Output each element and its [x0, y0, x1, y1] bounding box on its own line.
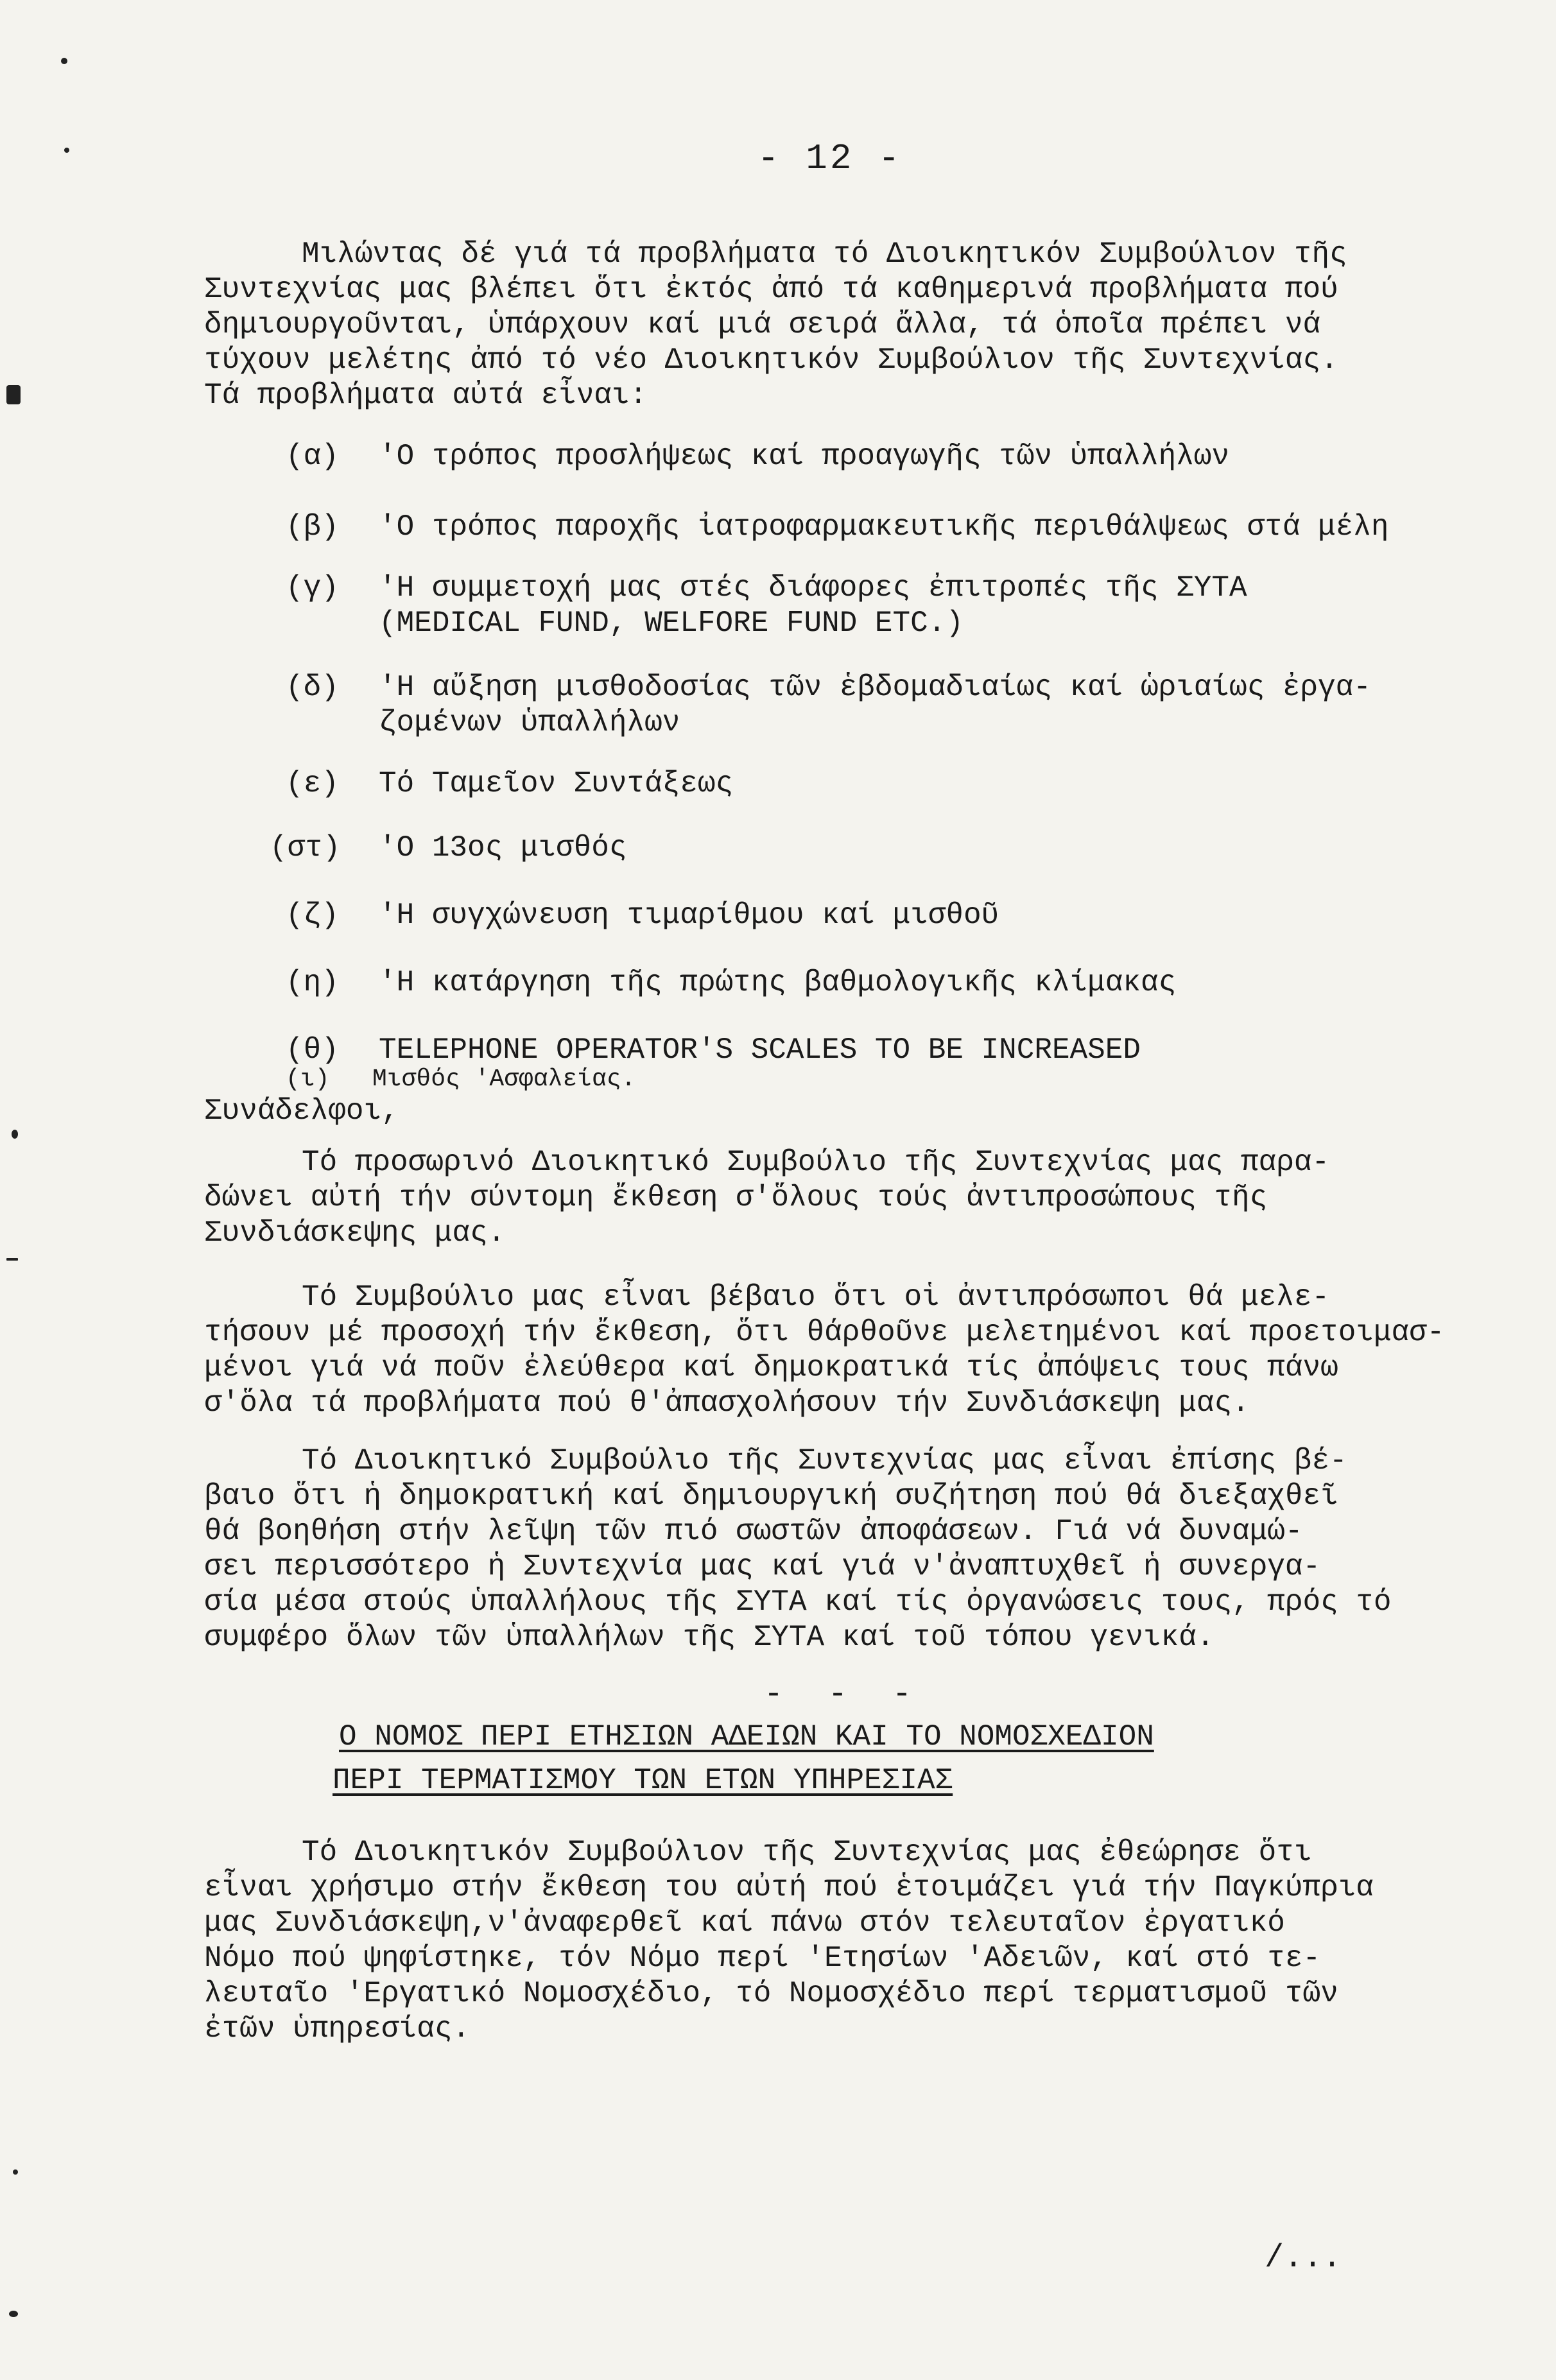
- paragraph-line: Συνδιάσκεψης μας.: [204, 1216, 506, 1250]
- scan-speck: [9, 2311, 18, 2317]
- paragraph-line: σ'ὅλα τά προβλήματα πού θ'ἀπασχολήσουν τήν Συνδιάσκεψη μας.: [204, 1386, 1250, 1420]
- paragraph-line: Τό Διοικητικό Συμβούλιο τῆς Συντεχνίας μας εἶναι ἐπίσης βέ-: [302, 1444, 1347, 1478]
- paragraph-line: τήσουν μέ προσοχή τήν ἔκθεση, ὅτι θάρθοῦνε μελετημένοι καί προετοιμασ-: [204, 1316, 1445, 1349]
- list-item-mark: (στ): [270, 831, 341, 865]
- list-item-mark: (θ): [286, 1033, 339, 1067]
- paragraph-line: συμφέρο ὅλων τῶν ὑπαλλήλων τῆς ΣΥΤΑ καί τοῦ τόπου γενικά.: [204, 1621, 1215, 1654]
- scan-speck: [13, 2169, 18, 2175]
- section-heading: ΠΕΡΙ ΤΕΡΜΑΤΙΣΜΟΥ ΤΩΝ ΕΤΩΝ ΥΠΗΡΕΣΙΑΣ: [333, 1764, 953, 1797]
- list-item-text: ζομένων ὑπαλλήλων: [379, 706, 680, 739]
- list-item-mark: (α): [286, 440, 339, 473]
- list-item-mark: (ε): [286, 767, 339, 800]
- scan-speck: [6, 1258, 18, 1261]
- paragraph-line: δώνει αὐτή τήν σύντομη ἔκθεση σ'ὅλους τούς ἀντιπροσώπους τῆς: [204, 1181, 1268, 1214]
- list-item-text: 'Η συμμετοχή μας στές διάφορες ἐπιτροπές τῆς ΣΥΤΑ: [379, 571, 1247, 605]
- list-item-mark: (β): [286, 510, 339, 544]
- paragraph-line: μας Συνδιάσκεψη,ν'ἀναφερθεῖ καί πάνω στόν τελευταῖον ἐργατικό: [204, 1906, 1285, 1940]
- continuation-marker: /...: [1265, 2240, 1342, 2277]
- list-item-text: 'Η συγχώνευση τιμαρίθμου καί μισθοῦ: [379, 899, 999, 932]
- intro-line: Τά προβλήματα αὐτά εἶναι:: [204, 379, 648, 412]
- scan-speck: [12, 1130, 18, 1139]
- list-item-text: Τό Ταμεῖον Συντάξεως: [379, 767, 734, 800]
- list-item-mark: (η): [286, 966, 339, 999]
- scan-speck: [6, 385, 21, 404]
- list-item-mark: (ζ): [286, 899, 339, 932]
- paragraph-line: ἐτῶν ὑπηρεσίας.: [204, 2012, 471, 2046]
- intro-line: τύχουν μελέτης ἀπό τό νέο Διοικητικόν Συμβούλιον τῆς Συντεχνίας.: [204, 343, 1338, 377]
- scan-speck: [64, 148, 69, 153]
- list-item-mark: (ι): [286, 1065, 330, 1093]
- list-item-text: (MEDICAL FUND, WELFORE FUND ETC.): [379, 607, 964, 640]
- list-item-text: 'Ο τρόπος παροχῆς ἰατροφαρμακευτικῆς περιθάλψεως στά μέλη: [379, 510, 1389, 544]
- list-item-mark: (γ): [286, 571, 339, 605]
- paragraph-line: μένοι γιά νά ποῦν ἐλεύθερα καί δημοκρατικά τίς ἀπόψεις τους πάνω: [204, 1351, 1338, 1384]
- paragraph-line: σία μέσα στούς ὑπαλλήλους τῆς ΣΥΤΑ καί τίς ὀργανώσεις τους, πρός τό: [204, 1585, 1392, 1619]
- list-item-text: Μισθός 'Ασφαλείας.: [372, 1065, 636, 1093]
- list-item-text: 'Ο τρόπος προσλήψεως καί προαγωγῆς τῶν ὑπαλλήλων: [379, 440, 1230, 473]
- scan-speck: [61, 58, 67, 64]
- list-item-text: 'Η αὔξηση μισθοδοσίας τῶν ἑβδομαδιαίως καί ὡριαίως ἐργα-: [379, 671, 1371, 704]
- section-heading: Ο ΝΟΜΟΣ ΠΕΡΙ ΕΤΗΣΙΩΝ ΑΔΕΙΩΝ ΚΑΙ ΤΟ ΝΟΜΟΣΧΕΔΙΟΝ: [339, 1720, 1154, 1754]
- intro-line: δημιουργοῦνται, ὑπάρχουν καί μιά σειρά ἄλλα, τά ὁποῖα πρέπει νά: [204, 308, 1321, 341]
- list-item-mark: (δ): [286, 671, 339, 704]
- paragraph-line: λευταῖο 'Εργατικό Νομοσχέδιο, τό Νομοσχέδιο περί τερματισμοῦ τῶν: [204, 1977, 1338, 2010]
- paragraph-line: Τό προσωρινό Διοικητικό Συμβούλιο τῆς Συντεχνίας μας παρα-: [302, 1146, 1330, 1179]
- list-item-text: 'Ο 13ος μισθός: [379, 831, 627, 865]
- paragraph-line: εἶναι χρήσιμο στήν ἔκθεση του αὐτή πού ἑτοιμάζει γιά τήν Παγκύπρια: [204, 1871, 1374, 1904]
- paragraph-line: βαιο ὅτι ἡ δημοκρατική καί δημιουργική συζήτηση πού θά διεξαχθεῖ: [204, 1479, 1338, 1513]
- paragraph-line: Τό Διοικητικόν Συμβούλιον τῆς Συντεχνίας μας ἐθεώρησε ὅτι: [302, 1836, 1312, 1869]
- list-item-text: TELEPHONE OPERATOR'S SCALES TO BE INCREASED: [379, 1033, 1141, 1067]
- section-separator: - - -: [764, 1677, 925, 1713]
- paragraph-line: θά βοηθήση στήν λεῖψη τῶν πιό σωστῶν ἀποφάσεων. Γιά νά δυναμώ-: [204, 1515, 1303, 1548]
- salutation: Συνάδελφοι,: [204, 1094, 399, 1128]
- intro-line: Μιλώντας δέ γιά τά προβλήματα τό Διοικητικόν Συμβούλιον τῆς: [302, 237, 1347, 271]
- paragraph-line: Νόμο πού ψηφίστηκε, τόν Νόμο περί 'Ετησίων 'Αδειῶν, καί στό τε-: [204, 1942, 1321, 1975]
- intro-line: Συντεχνίας μας βλέπει ὅτι ἐκτός ἀπό τά καθημερινά προβλήματα πού: [204, 273, 1338, 306]
- paragraph-line: Τό Συμβούλιο μας εἶναι βέβαιο ὅτι οἱ ἀντιπρόσωποι θά μελε-: [302, 1281, 1330, 1314]
- list-item-text: 'Η κατάργηση τῆς πρώτης βαθμολογικῆς κλίμακας: [379, 966, 1177, 999]
- paragraph-line: σει περισσότερο ἡ Συντεχνία μας καί γιά ν'ἀναπτυχθεῖ ἡ συνεργα-: [204, 1550, 1321, 1583]
- page-number: - 12 -: [757, 138, 903, 179]
